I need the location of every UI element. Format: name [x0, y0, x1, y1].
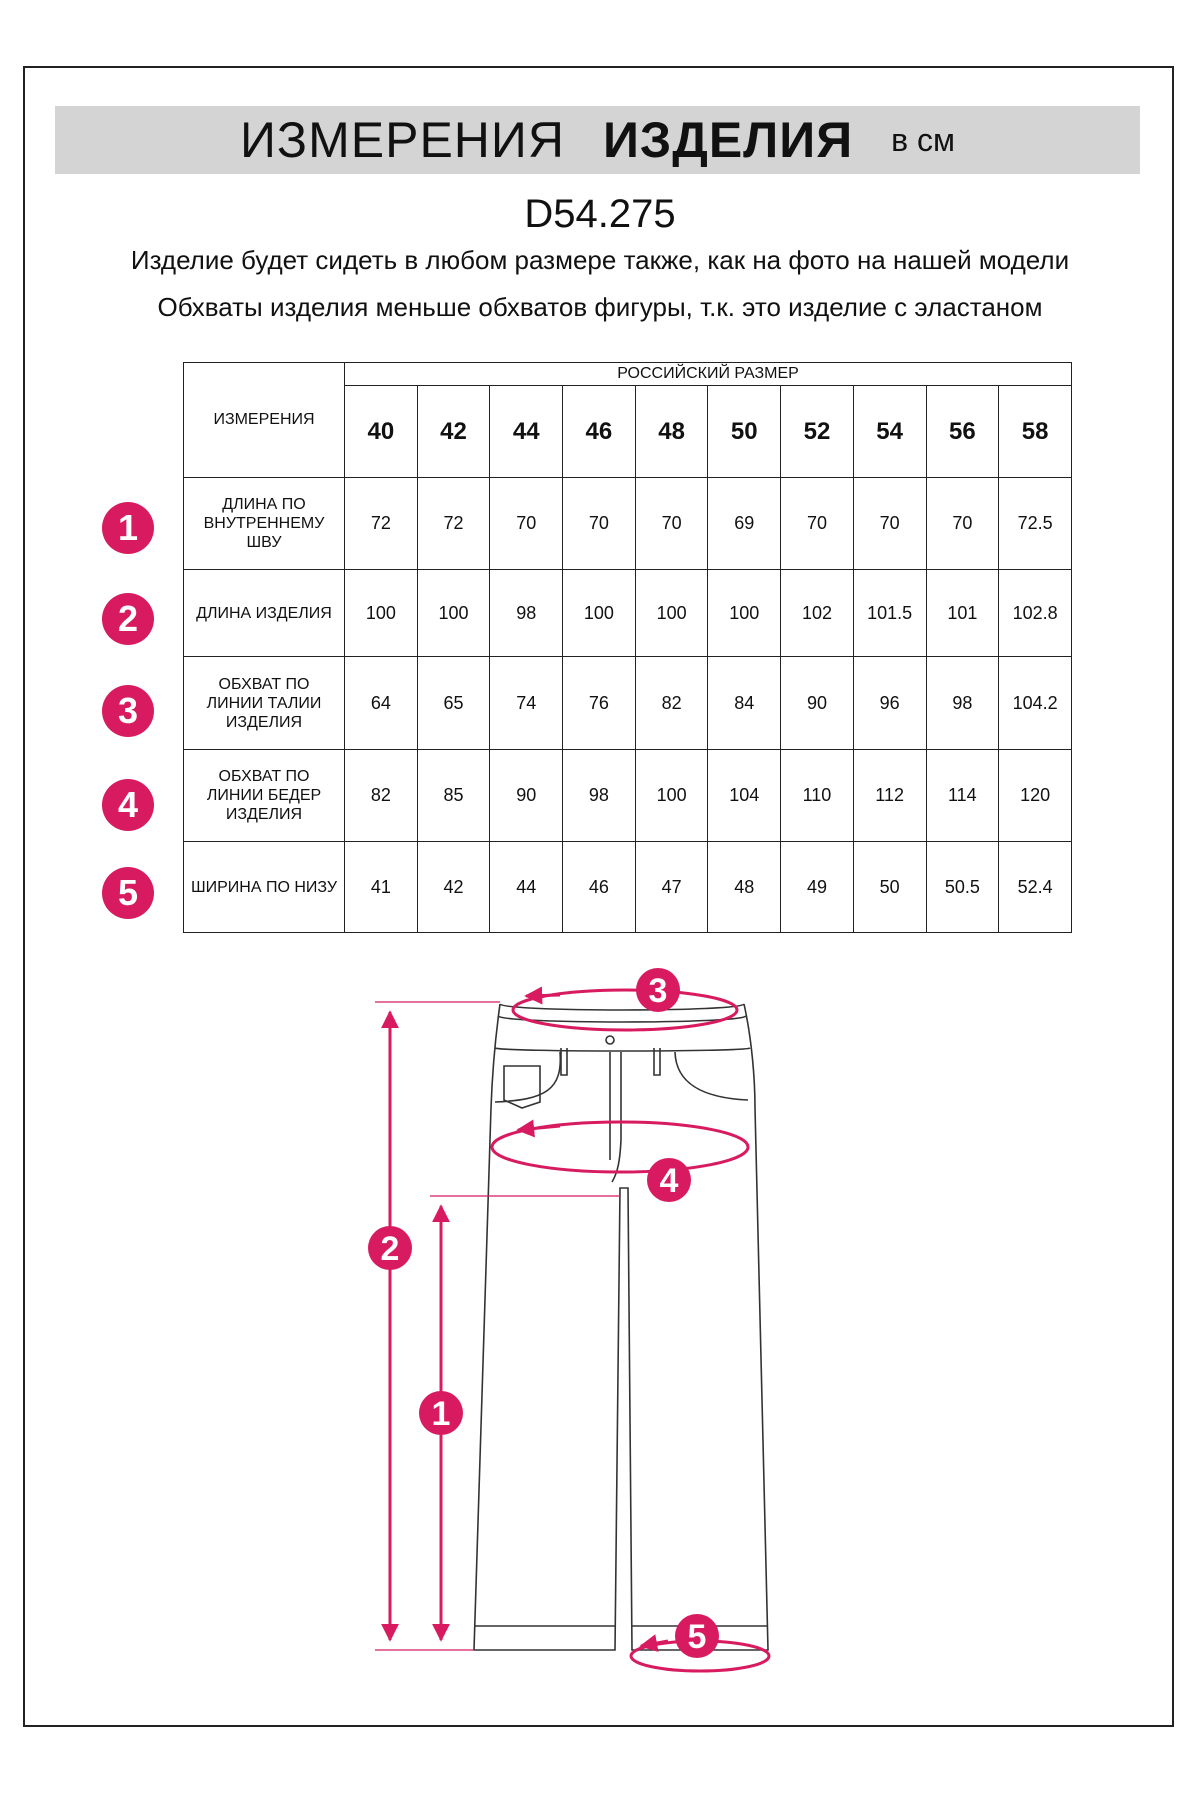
trousers-outline: [474, 1004, 768, 1650]
russian-size-header: РОССИЙСКИЙ РАЗМЕР: [345, 363, 1072, 386]
table-cell: 44: [490, 842, 563, 933]
table-cell: 70: [490, 478, 563, 570]
size-header: 44: [490, 386, 563, 478]
size-header: 40: [345, 386, 418, 478]
table-cell: 84: [708, 657, 781, 750]
table-cell: 72: [345, 478, 418, 570]
table-cell: 104.2: [999, 657, 1072, 750]
table-cell: 64: [345, 657, 418, 750]
table-cell: 52.4: [999, 842, 1072, 933]
table-cell: 70: [853, 478, 926, 570]
table-cell: 100: [635, 750, 708, 842]
marker-1-label: 1: [431, 1395, 451, 1433]
table-cell: 90: [781, 657, 854, 750]
table-cell: 104: [708, 750, 781, 842]
size-header: 54: [853, 386, 926, 478]
fit-note: Изделие будет сидеть в любом размере также, как на фото на нашей модели: [130, 245, 1070, 275]
row-number-badge: 5: [102, 867, 154, 919]
measurements-header: ИЗМЕРЕНИЯ: [184, 363, 345, 478]
size-header: 50: [708, 386, 781, 478]
marker-5-label: 5: [687, 1618, 707, 1656]
table-cell: 110: [781, 750, 854, 842]
table-cell: 70: [635, 478, 708, 570]
table-cell: 101: [926, 570, 999, 657]
table-cell: 42: [417, 842, 490, 933]
row-number-badge: 3: [102, 685, 154, 737]
size-header: 52: [781, 386, 854, 478]
title-part2: ИЗДЕЛИЯ: [602, 112, 854, 168]
table-cell: 70: [563, 478, 636, 570]
measurement-label: ДЛИНА ИЗДЕЛИЯ: [184, 570, 345, 657]
marker-4-label: 4: [659, 1162, 679, 1200]
table-cell: 102.8: [999, 570, 1072, 657]
row-number-badge: 1: [102, 502, 154, 554]
table-cell: 102: [781, 570, 854, 657]
table-cell: 96: [853, 657, 926, 750]
size-header: 42: [417, 386, 490, 478]
measurement-label: ДЛИНА ПО ВНУТРЕННЕМУ ШВУ: [184, 478, 345, 570]
title-part1: ИЗМЕРЕНИЯ: [239, 112, 565, 168]
article-code: D54.275: [524, 192, 676, 236]
table-cell: 70: [781, 478, 854, 570]
table-cell: 100: [345, 570, 418, 657]
table-cell: 50: [853, 842, 926, 933]
waist-measure-arrow: [526, 995, 560, 996]
size-header: 58: [999, 386, 1072, 478]
table-cell: 101.5: [853, 570, 926, 657]
table-cell: 98: [490, 570, 563, 657]
title-units: в см: [891, 121, 956, 158]
table-cell: 100: [708, 570, 781, 657]
table-cell: 69: [708, 478, 781, 570]
table-cell: 98: [926, 657, 999, 750]
table-cell: 70: [926, 478, 999, 570]
table-cell: 100: [563, 570, 636, 657]
table-cell: 82: [345, 750, 418, 842]
table-cell: 98: [563, 750, 636, 842]
table-cell: 50.5: [926, 842, 999, 933]
size-header: 56: [926, 386, 999, 478]
table-cell: 76: [563, 657, 636, 750]
table-cell: 47: [635, 842, 708, 933]
table-cell: 112: [853, 750, 926, 842]
marker-2-label: 2: [380, 1230, 400, 1268]
table-cell: 100: [417, 570, 490, 657]
table-cell: 120: [999, 750, 1072, 842]
table-cell: 72.5: [999, 478, 1072, 570]
table-cell: 49: [781, 842, 854, 933]
marker-3-label: 3: [648, 972, 668, 1010]
table-cell: 48: [708, 842, 781, 933]
measurement-label: ОБХВАТ ПО ЛИНИИ БЕДЕР ИЗДЕЛИЯ: [184, 750, 345, 842]
table-cell: 114: [926, 750, 999, 842]
measurement-label: ОБХВАТ ПО ЛИНИИ ТАЛИИ ИЗДЕЛИЯ: [184, 657, 345, 750]
row-number-badge: 4: [102, 779, 154, 831]
size-header: 46: [563, 386, 636, 478]
size-header: 48: [635, 386, 708, 478]
table-cell: 65: [417, 657, 490, 750]
table-cell: 41: [345, 842, 418, 933]
table-cell: 74: [490, 657, 563, 750]
hip-measure-arrow: [518, 1126, 560, 1130]
measurement-label: ШИРИНА ПО НИЗУ: [184, 842, 345, 933]
table-cell: 100: [635, 570, 708, 657]
table-cell: 85: [417, 750, 490, 842]
row-number-badge: 2: [102, 593, 154, 645]
table-cell: 90: [490, 750, 563, 842]
table-cell: 72: [417, 478, 490, 570]
elastane-note: Обхваты изделия меньше обхватов фигуры, т.к. это изделие с эластаном: [157, 292, 1043, 322]
table-cell: 82: [635, 657, 708, 750]
table-cell: 46: [563, 842, 636, 933]
